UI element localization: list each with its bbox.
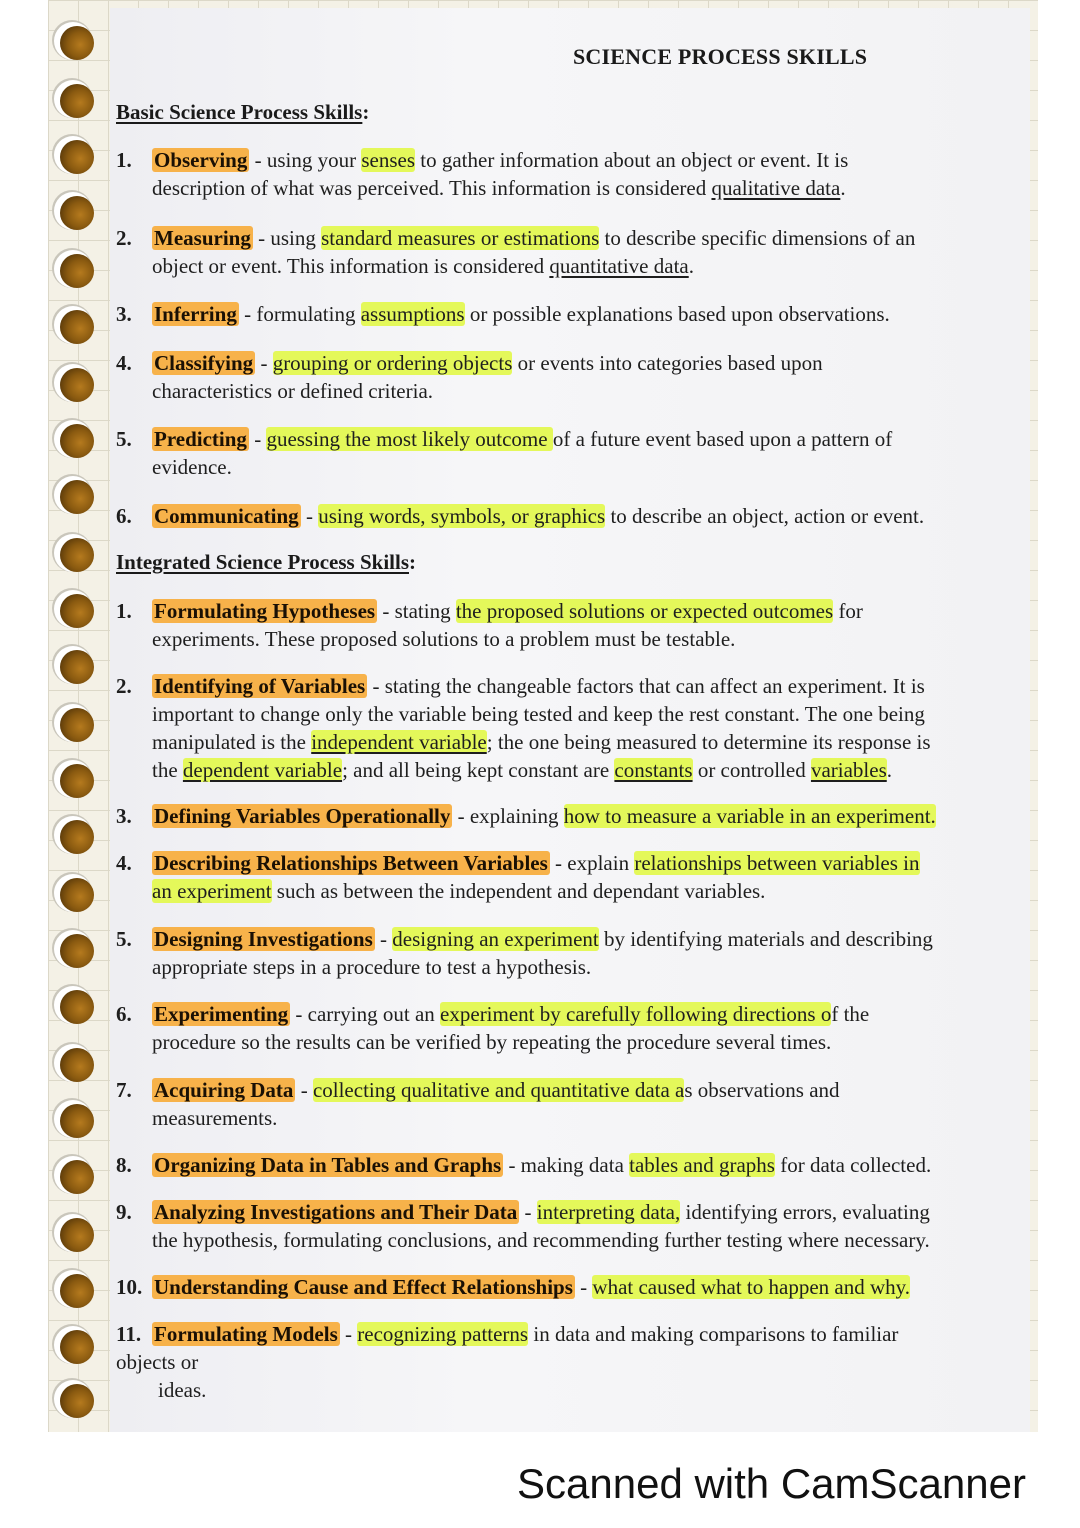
binding-hole-icon	[60, 196, 94, 230]
binding-hole-icon	[60, 1218, 94, 1252]
document-title: SCIENCE PROCESS SKILLS	[573, 44, 868, 69]
list-item-defining-variables: 3. Defining Variables Operationally - explaining how to measure a variable in an experiment.	[116, 804, 936, 828]
binding-hole-icon	[60, 26, 94, 60]
binding-hole-icon	[60, 650, 94, 684]
binding-hole-icon	[60, 1104, 94, 1138]
section-heading-integrated: Integrated Science Process Skills:	[116, 550, 416, 574]
binding-hole-icon	[60, 820, 94, 854]
binding-hole-icon	[60, 990, 94, 1024]
list-item-predicting: 5. Predicting - guessing the most likely outcome of a future event based upon a pattern of evidence.	[116, 427, 893, 479]
list-item-designing-investigations: 5. Designing Investigations - designing an experiment by identifying materials and describing appropriate steps in a procedure to test a hypothesis.	[116, 927, 933, 979]
binding-hole-icon	[60, 764, 94, 798]
binding-hole-icon	[60, 1330, 94, 1364]
list-item-cause-effect: 10. Understanding Cause and Effect Relationships - what caused what to happen and why.	[116, 1275, 911, 1299]
list-item-classifying: 4. Classifying - grouping or ordering objects or events into categories based upon characteristics or defined criteria.	[116, 351, 823, 403]
list-item-analyzing-investigations: 9. Analyzing Investigations and Their Data - interpreting data, identifying errors, evaluating the hypothesis, formulating conclusions, and recommending further testing where necessary.	[116, 1200, 930, 1252]
binding-hole-icon	[60, 934, 94, 968]
binding-hole-icon	[60, 84, 94, 118]
binding-hole-icon	[60, 140, 94, 174]
binding-hole-icon	[60, 1048, 94, 1082]
binding-hole-icon	[60, 878, 94, 912]
list-item-experimenting: 6. Experimenting - carrying out an experiment by carefully following directions of the procedure so the results can be verified by repeating the procedure several times.	[116, 1002, 870, 1054]
binding-hole-icon	[60, 1160, 94, 1194]
camscanner-watermark: Scanned with CamScanner	[517, 1460, 1026, 1507]
list-item-formulating-models: 11. Formulating Models - recognizing patterns in data and making comparisons to familiar objects or ideas.	[116, 1322, 899, 1402]
spiral-binding	[50, 18, 110, 1418]
binding-hole-icon	[60, 1384, 94, 1418]
binding-hole-icon	[60, 538, 94, 572]
list-item-communicating: 6. Communicating - using words, symbols, or graphics to describe an object, action or event.	[116, 504, 925, 528]
binding-hole-icon	[60, 310, 94, 344]
binding-hole-icon	[60, 480, 94, 514]
list-item-describing-relationships: 4. Describing Relationships Between Variables - explain relationships between variables in an experiment such as between the independent and dependant variables.	[116, 851, 920, 903]
list-item-identifying-variables: 2. Identifying of Variables - stating the changeable factors that can affect an experiment. It is important to change only the variable being tested and keep the rest constant. The one being manipulated is the independent variable; the one being measured to determine its response is the dependent variable; and all being kept constant are constants or controlled variables.	[116, 674, 931, 782]
binding-hole-icon	[60, 424, 94, 458]
binding-hole-icon	[60, 594, 94, 628]
list-item-measuring: 2. Measuring - using standard measures or estimations to describe specific dimensions of an object or event. This information is considered quantitative data.	[116, 226, 916, 278]
binding-hole-icon	[60, 708, 94, 742]
list-item-organizing-data: 8. Organizing Data in Tables and Graphs - making data tables and graphs for data collected.	[116, 1153, 932, 1177]
list-item-inferring: 3. Inferring - formulating assumptions or possible explanations based upon observations.	[116, 302, 890, 326]
binding-hole-icon	[60, 254, 94, 288]
list-item-observing: 1. Observing - using your senses to gather information about an object or event. It is description of what was perceived. This information is considered qualitative data.	[116, 148, 849, 200]
section-heading-basic: Basic Science Process Skills:	[116, 100, 370, 124]
term-highlight: Observing	[154, 148, 248, 172]
binding-hole-icon	[60, 1274, 94, 1308]
list-item-acquiring-data: 7. Acquiring Data - collecting qualitative and quantitative data as observations and measurements.	[116, 1078, 840, 1130]
binding-hole-icon	[60, 368, 94, 402]
list-item-formulating-hypotheses: 1. Formulating Hypotheses - stating the proposed solutions or expected outcomes for experiments. These proposed solutions to a problem must be testable.	[116, 599, 863, 651]
